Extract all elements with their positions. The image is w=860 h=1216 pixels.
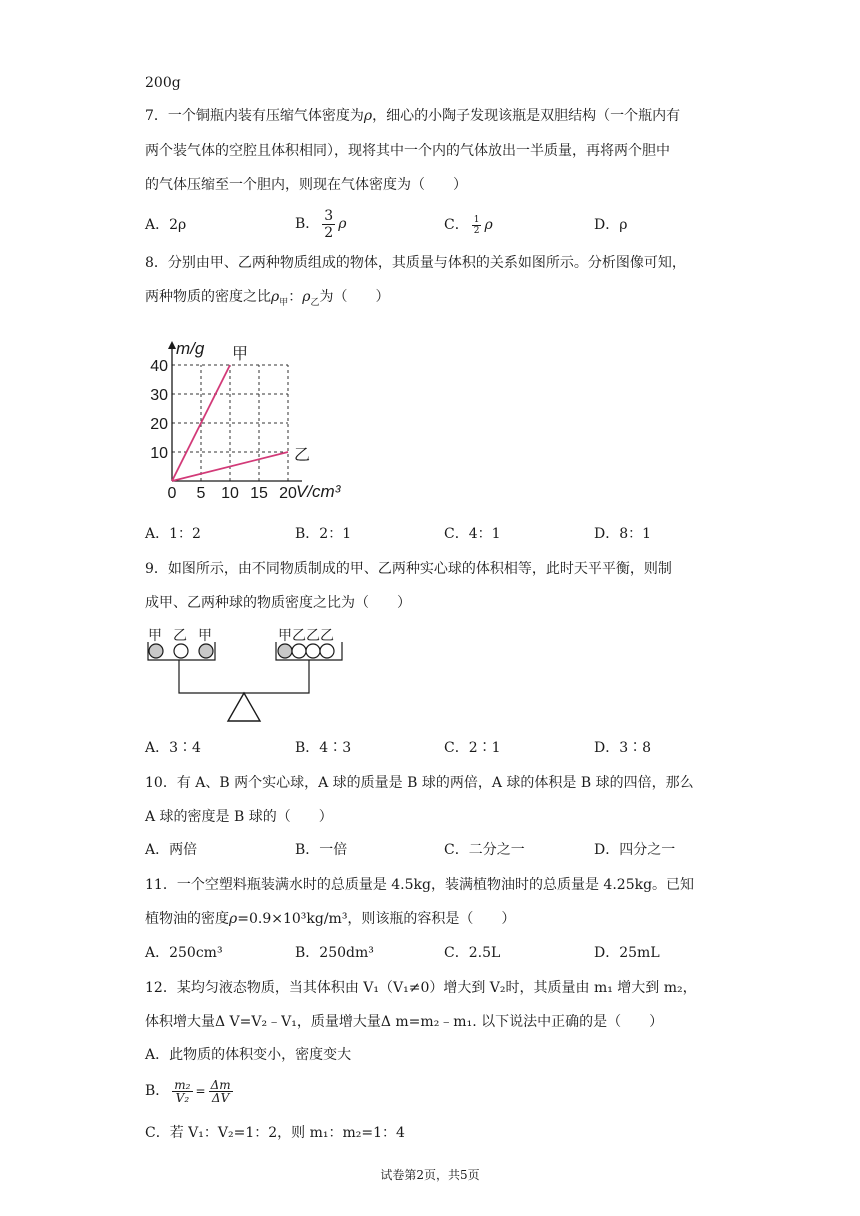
chart-grid (172, 365, 288, 481)
q8-rho-1: ρ (271, 289, 280, 305)
y-tick-label: 30 (150, 387, 168, 404)
q7-stem-line3: 的气体压缩至一个胆内，则现在气体密度为（ ） (145, 177, 467, 193)
q8-option-d[interactable]: D．8：1 (594, 526, 652, 542)
q8-text-a: 两种物质的密度之比 (145, 289, 271, 305)
q7-option-b[interactable] (295, 205, 346, 243)
q8-colon: ： (288, 289, 303, 305)
question-fragment: 200g (145, 75, 181, 91)
right-ball-yi-1 (292, 644, 306, 658)
q7-option-c-fraction (472, 215, 482, 236)
q9-stem-line2: 成甲、乙两种球的物质密度之比为（ ） (145, 595, 411, 611)
balance-right-label-2: 乙 (292, 627, 306, 643)
q7-text-b: ，细心的小陶子发现该瓶是双胆结构（一个瓶内有 (372, 108, 681, 124)
q7-option-c-denominator: 2 (473, 225, 480, 236)
q10-stem-line1: 10．有 A、B 两个实心球，A 球的质量是 B 球的两倍，A 球的体积是 B 球的四倍，那么 (145, 775, 694, 791)
x-tick-label: 0 (167, 485, 177, 502)
left-ball-jia-2 (199, 644, 213, 658)
q12-option-c[interactable]: C．若 V₁：V₂=1：2，则 m₁：m₂=1：4 (145, 1125, 405, 1141)
q10-option-d[interactable]: D．四分之一 (594, 842, 676, 858)
q8-option-a[interactable]: A．1：2 (145, 526, 201, 542)
q11-stem-line1: 11．一个空塑料瓶装满水时的总质量是 4.5kg，装满植物油时的总质量是 4.25kg。已知 (145, 877, 695, 893)
y-tick-label: 10 (150, 445, 168, 462)
q9-stem-line1: 9．如图所示，由不同物质制成的甲、乙两种实心球的体积相等，此时天平平衡，则制 (145, 561, 672, 577)
q7-option-c-rho: ρ (484, 217, 493, 233)
q12-option-b-left-fraction (172, 1079, 192, 1104)
q7-option-c[interactable] (444, 209, 493, 241)
q11-text-a: 植物油的密度 (145, 911, 229, 927)
q7-rho: ρ (363, 108, 373, 124)
series-label-1: 甲 (232, 346, 249, 363)
balance-left-label-3: 甲 (198, 627, 212, 643)
y-axis-arrow (168, 341, 176, 349)
chart-y-axis-label: m/g (176, 339, 205, 358)
x-tick-label: 10 (221, 485, 239, 502)
q11-rho: ρ (229, 911, 238, 927)
chart-x-axis-label: V/cm³ (296, 482, 341, 501)
right-ball-jia-1 (278, 644, 292, 658)
q10-option-a[interactable]: A．两倍 (145, 842, 198, 858)
balance-left-label-1: 甲 (148, 627, 162, 643)
q7-option-c-label: C． (444, 217, 469, 233)
q12-left-denominator: V₂ (175, 1090, 190, 1105)
q8-sub-2: 乙 (310, 297, 320, 308)
balance-left-label-2: 乙 (173, 627, 187, 643)
right-ball-yi-3 (320, 644, 334, 658)
q11-option-d[interactable]: D．25mL (594, 945, 660, 961)
q7-option-a[interactable]: A．2ρ (145, 217, 187, 233)
y-tick-label: 20 (150, 416, 168, 433)
right-ball-yi-2 (306, 644, 320, 658)
q7-option-b-denominator: 2 (324, 224, 334, 241)
x-tick-label: 15 (250, 485, 268, 502)
q11-text-b: =0.9×10³kg/m³，则该瓶的容积是（ ） (237, 911, 516, 927)
q12-stem-line2: 体积增大量Δ V=V₂﹣V₁，质量增大量Δ m=m₂﹣m₁. 以下说法中正确的是（ ） (145, 1014, 664, 1030)
q12-right-numerator: Δm (210, 1077, 231, 1092)
q8-text-b: 为（ ） (319, 289, 390, 305)
q7-option-c-numerator: 1 (473, 214, 480, 225)
q9-option-d[interactable]: D．3∶8 (594, 740, 652, 756)
q7-text-a: 7．一个铜瓶内装有压缩气体密度为 (145, 108, 364, 124)
q12-equals: = (195, 1084, 206, 1098)
q10-option-c[interactable]: C．二分之一 (444, 842, 525, 858)
q8-option-b[interactable]: B．2：1 (295, 526, 352, 542)
x-tick-label: 20 (279, 485, 297, 502)
left-ball-yi-1 (174, 644, 188, 658)
balance-fulcrum (228, 693, 260, 721)
q9-option-b[interactable]: B．4∶3 (295, 740, 352, 756)
q7-option-b-fraction (322, 208, 335, 241)
q10-stem-line2: A 球的密度是 B 球的（ ） (145, 809, 333, 825)
q12-left-numerator: m₂ (174, 1077, 191, 1092)
q9-option-a[interactable]: A．3∶4 (145, 740, 201, 756)
y-tick-label: 40 (150, 358, 168, 375)
q10-option-b[interactable]: B．一倍 (295, 842, 348, 858)
q7-option-b-numerator: 3 (324, 207, 334, 224)
q11-option-a[interactable]: A．250cm³ (145, 945, 223, 961)
q7-option-b-rho: ρ (338, 216, 347, 232)
x-tick-label: 5 (196, 485, 206, 502)
q11-stem-line2 (145, 910, 515, 928)
q8-mass-volume-chart (140, 320, 360, 510)
balance-right-label-3: 乙 (306, 627, 320, 643)
q7-option-d[interactable]: D．ρ (594, 217, 628, 233)
q8-option-c[interactable]: C．4：1 (444, 526, 501, 542)
balance-beam (179, 660, 309, 693)
q7-stem-line2: 两个装气体的空腔且体积相同），现将其中一个内的气体放出一半质量，再将两个胆中 (145, 143, 670, 159)
q12-option-b-label: B． (145, 1083, 170, 1099)
series-label-2: 乙 (294, 447, 311, 464)
left-ball-jia-1 (149, 644, 163, 658)
q12-option-a[interactable]: A．此物质的体积变小，密度变大 (145, 1047, 352, 1063)
q12-right-denominator: ΔV (211, 1090, 230, 1105)
q8-stem-line1: 8．分别由甲、乙两种物质组成的物体，其质量与体积的关系如图所示。分析图像可知， (145, 255, 686, 271)
q8-rho-2: ρ (302, 289, 311, 305)
q11-option-b[interactable]: B．250dm³ (295, 945, 374, 961)
q7-option-b-label: B． (295, 216, 320, 232)
balance-right-label-1: 甲 (278, 627, 292, 643)
q9-option-c[interactable]: C．2∶1 (444, 740, 501, 756)
q7-stem-line1 (145, 107, 680, 125)
balance-right-label-4: 乙 (320, 627, 334, 643)
q8-stem-line2 (145, 288, 390, 312)
q9-balance-diagram (140, 622, 350, 726)
q12-stem-line1: 12．某均匀液态物质，当其体积由 V₁（V₁≠0）增大到 V₂时，其质量由 m₁ 增大到 m₂， (145, 980, 697, 996)
q11-option-c[interactable]: C．2.5L (444, 945, 501, 961)
page-footer: 试卷第2页，共5页 (380, 1168, 480, 1182)
q12-option-b[interactable] (145, 1070, 236, 1112)
q12-option-b-right-fraction (209, 1079, 233, 1104)
q8-sub-1: 甲 (279, 297, 289, 308)
